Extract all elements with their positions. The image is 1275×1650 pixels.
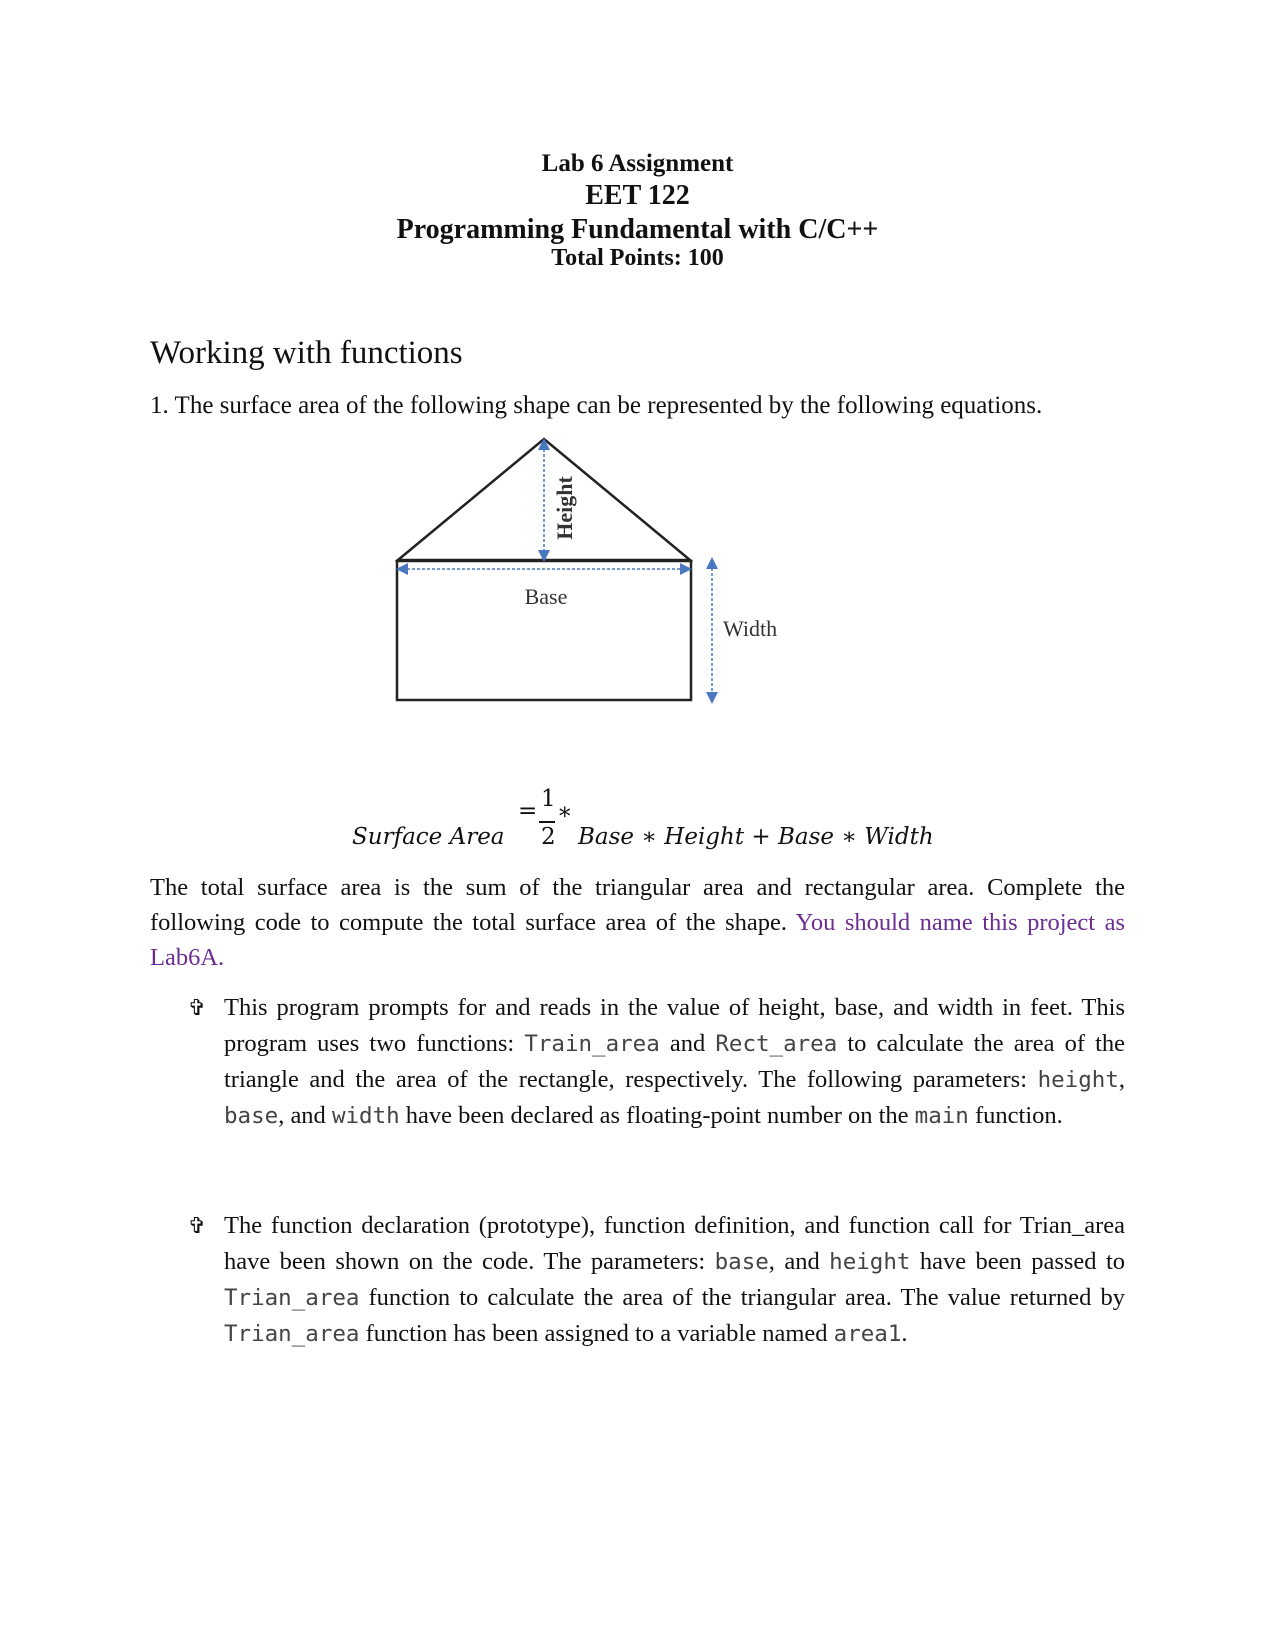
base-label: Base <box>524 584 568 609</box>
equation-rhs: Base ∗ Height + Base ∗ Width <box>578 824 934 850</box>
width-label: Width <box>723 616 778 641</box>
rectangle-shape <box>397 561 691 700</box>
bullet-item-2 <box>150 1208 1125 1352</box>
height-label: Height <box>552 476 577 540</box>
equation-lhs: Surface Area <box>352 824 505 850</box>
text-run: This program prompts for and reads in the value of height, base, and width in feet. This program uses two functions: <box>224 994 1125 1057</box>
code-train-area: Train_area <box>524 1031 660 1057</box>
text-run: , and <box>278 1102 332 1129</box>
text-run: have been passed to <box>910 1248 1126 1275</box>
equation-equals: = <box>518 798 538 824</box>
text-run: , and <box>768 1248 830 1275</box>
bullet-item-1 <box>150 990 1125 1134</box>
text-run: , <box>1118 1066 1125 1093</box>
text-run: function has been assigned to a variable named <box>359 1320 834 1347</box>
doc-title-lab: Lab 6 Assignment <box>541 150 734 177</box>
equation-numerator: 1 <box>541 786 556 812</box>
code-trian-area: Trian_area <box>224 1285 360 1311</box>
fraction-bar <box>539 821 555 823</box>
doc-title-course: EET 122 <box>585 180 690 211</box>
code-height: height <box>829 1249 911 1275</box>
cross-bullet-icon: ✞ <box>187 1213 207 1238</box>
code-trian-area: Trian_area <box>224 1321 360 1347</box>
code-height: height <box>1037 1067 1119 1093</box>
code-base: base <box>714 1249 769 1275</box>
doc-title-subject: Programming Fundamental with C/C++ <box>396 214 879 245</box>
equation-multiply: * <box>559 804 571 830</box>
code-width: width <box>331 1103 400 1129</box>
instruction-paragraph <box>150 870 1125 975</box>
text-run: . <box>901 1320 908 1347</box>
code-main: main <box>914 1103 969 1129</box>
doc-total-points: Total Points: 100 <box>551 245 724 271</box>
text-run: and <box>659 1030 716 1057</box>
text-run: to calculate the area of the triangle and the area of the rectangle, respectively. The following parameters: <box>224 1030 1126 1093</box>
code-base: base <box>224 1103 279 1129</box>
project-name-note: You should name this project as Lab6A. <box>150 909 1126 971</box>
bullet-2-text <box>224 1208 1125 1352</box>
text-run: have been declared as floating-point number on the <box>399 1102 915 1129</box>
bullet-1-text <box>224 990 1125 1134</box>
code-rect-area: Rect_area <box>715 1031 838 1057</box>
cross-bullet-icon: ✞ <box>187 995 207 1020</box>
equation-denominator: 2 <box>541 824 556 850</box>
text-run: The function declaration (prototype), function definition, and function call for Trian_area have been shown on the code. The parameters: <box>224 1212 1125 1275</box>
section-heading: Working with functions <box>150 335 463 371</box>
instruction-text: The total surface area is the sum of the triangular area and rectangular area. Complete the following code to compute the total surface area of the shape. <box>150 874 1125 936</box>
surface-area-equation <box>0 778 1275 858</box>
shape-diagram <box>380 430 840 750</box>
question-1-text: 1. The surface area of the following shape can be represented by the following equations. <box>150 392 1043 419</box>
code-area1: area1 <box>833 1321 902 1347</box>
text-run: function to calculate the area of the triangular area. The value returned by <box>359 1284 1125 1311</box>
text-run: function. <box>968 1102 1063 1129</box>
